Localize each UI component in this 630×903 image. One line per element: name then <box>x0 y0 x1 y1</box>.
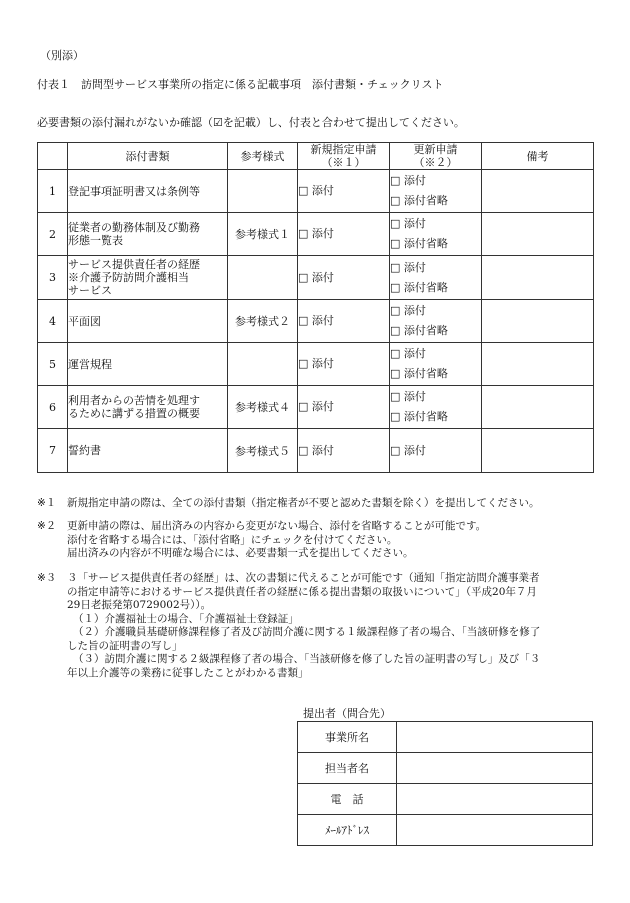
row-remarks[interactable] <box>482 429 594 473</box>
company-name-field[interactable] <box>397 722 593 753</box>
contact-row <box>298 815 593 846</box>
note-mark: ※２ <box>37 520 57 532</box>
contact-label: ﾒｰﾙｱﾄﾞﾚｽ <box>298 815 397 846</box>
note-line: （１）介護福祉士の場合、「介護福祉士登録証」 <box>73 612 299 625</box>
note-line: 新規指定申請の際は、全ての添付書類（指定権者が不要と認めた書類を除く）を提出してください。 <box>67 497 540 509</box>
contact-row <box>298 784 593 815</box>
note-line: した旨の証明書の写し」 <box>67 639 183 652</box>
contact-label: 事業所名 <box>298 722 397 753</box>
new-attach-checkbox[interactable]: □ 添付 <box>298 343 390 386</box>
row-remarks[interactable] <box>482 170 594 213</box>
update-attach-checkbox[interactable]: □ 添付 <box>390 304 426 317</box>
table-row <box>38 300 594 343</box>
row-number: 7 <box>38 429 68 473</box>
new-attach-checkbox[interactable]: □ 添付 <box>298 170 390 213</box>
doc-line: 登記事項証明書又は条例等 <box>68 184 200 198</box>
header-new <box>298 143 390 170</box>
header-update-line2: （※２） <box>413 156 458 169</box>
table-header-row <box>38 143 594 170</box>
update-omit-checkbox[interactable]: □ 添付省略 <box>390 280 448 294</box>
checklist-table <box>37 142 594 473</box>
new-attach-checkbox[interactable]: □ 添付 <box>298 386 390 429</box>
update-options <box>390 429 482 473</box>
row-remarks[interactable] <box>482 386 594 429</box>
doc-line: 従業者の勤務体制及び勤務 <box>68 221 200 234</box>
update-attach-checkbox[interactable]: □ 添付 <box>390 217 426 230</box>
table-row <box>38 213 594 256</box>
doc-line: 運営規程 <box>68 357 112 371</box>
row-number: 4 <box>38 300 68 343</box>
row-number: 3 <box>38 256 68 300</box>
phone-field[interactable] <box>397 784 593 815</box>
header-new-line1: 新規指定申請 <box>310 143 377 156</box>
update-options <box>390 300 482 343</box>
update-attach-checkbox[interactable]: □ 添付 <box>390 443 426 457</box>
update-options <box>390 343 482 386</box>
row-reference: 参考様式２ <box>228 300 298 343</box>
doc-line: 形態一覧表 <box>68 234 123 247</box>
row-reference: 参考様式４ <box>228 386 298 429</box>
header-doc: 添付書類 <box>68 143 228 170</box>
row-reference: 参考様式５ <box>228 429 298 473</box>
header-new-line2: （※１） <box>321 156 366 169</box>
row-document <box>68 256 228 300</box>
row-reference: 参考様式１ <box>228 213 298 256</box>
note-line: 29日老振発第0729002号））。 <box>67 599 212 611</box>
row-number: 1 <box>38 170 68 213</box>
row-document <box>68 213 228 256</box>
update-options <box>390 386 482 429</box>
note-line: 年以上介護等の業務に従事したことがわかる書類」 <box>67 666 309 679</box>
note-line: 更新申請の際は、届出済みの内容から変更がない場合、添付を省略することが可能です。 <box>67 520 487 532</box>
doc-line: 利用者からの苦情を処理す <box>68 394 200 407</box>
table-row <box>38 429 594 473</box>
row-reference <box>228 170 298 213</box>
header-update <box>390 143 482 170</box>
update-attach-checkbox[interactable]: □ 添付 <box>390 390 426 403</box>
update-attach-checkbox[interactable]: □ 添付 <box>390 174 426 187</box>
update-omit-checkbox[interactable]: □ 添付省略 <box>390 324 448 337</box>
row-reference <box>228 343 298 386</box>
row-remarks[interactable] <box>482 300 594 343</box>
new-attach-checkbox[interactable]: □ 添付 <box>298 429 390 473</box>
contact-table <box>297 721 593 846</box>
contact-person-field[interactable] <box>397 753 593 784</box>
doc-line: 平面図 <box>68 314 101 328</box>
contact-row <box>298 753 593 784</box>
note-line: （２）介護職員基礎研修課程修了者及び訪問介護に関する１級課程修了者の場合、「当該研修を修了 <box>73 626 541 638</box>
update-omit-checkbox[interactable]: □ 添付省略 <box>390 194 448 207</box>
row-document <box>68 300 228 343</box>
instruction-text: 必要書類の添付漏れがないか確認（☑を記載）し、付表と合わせて提出してください。 <box>37 116 465 129</box>
note-line: 添付を省略する場合には、「添付省略」にチェックを付けてください。 <box>67 533 398 546</box>
header-remarks: 備考 <box>482 143 594 170</box>
new-attach-checkbox[interactable]: □ 添付 <box>298 256 390 300</box>
row-document <box>68 386 228 429</box>
update-options <box>390 170 482 213</box>
row-document <box>68 429 228 473</box>
doc-line: 誓約書 <box>68 444 101 457</box>
row-number: 5 <box>38 343 68 386</box>
table-row <box>38 170 594 213</box>
row-remarks[interactable] <box>482 343 594 386</box>
new-attach-checkbox[interactable]: □ 添付 <box>298 300 390 343</box>
note-line: ３「サービス提供責任者の経歴」は、次の書類に代えることが可能です（通知「指定訪問介護事業者 <box>67 572 540 584</box>
header-update-line1: 更新申請 <box>413 143 458 156</box>
new-attach-checkbox[interactable]: □ 添付 <box>298 213 390 256</box>
doc-line: ※介護予防訪問介護相当 <box>68 271 189 284</box>
update-omit-checkbox[interactable]: □ 添付省略 <box>390 410 448 423</box>
header-ref: 参考様式 <box>228 143 298 170</box>
contact-label: 担当者名 <box>298 753 397 784</box>
update-options <box>390 256 482 300</box>
doc-line: サービス提供責任者の経歴 <box>68 258 200 271</box>
note-line: の指定申請等におけるサービス提供責任者の経歴に係る提出書類の取扱いについて」（平成20年７月 <box>67 585 537 598</box>
update-attach-checkbox[interactable]: □ 添付 <box>390 347 426 360</box>
update-omit-checkbox[interactable]: □ 添付省略 <box>390 237 448 250</box>
doc-line: サービス <box>68 284 112 297</box>
note-line: 届出済みの内容が不明確な場合には、必要書類一式を提出してください。 <box>67 547 414 559</box>
contact-label: 電 話 <box>298 784 397 815</box>
update-options <box>390 213 482 256</box>
page-title: 付表１ 訪問型サービス事業所の指定に係る記載事項 添付書類・チェックリスト <box>37 78 444 91</box>
header-no <box>38 143 68 170</box>
row-document <box>68 170 228 213</box>
update-attach-checkbox[interactable]: □ 添付 <box>390 260 426 274</box>
contact-title: 提出者（問合先） <box>303 707 391 720</box>
email-field[interactable] <box>397 815 593 846</box>
row-remarks[interactable] <box>482 213 594 256</box>
note-mark: ※１ <box>37 497 57 509</box>
table-row <box>38 343 594 386</box>
row-document <box>68 343 228 386</box>
table-row <box>38 256 594 300</box>
row-number: 6 <box>38 386 68 429</box>
table-row <box>38 386 594 429</box>
update-omit-checkbox[interactable]: □ 添付省略 <box>390 367 448 380</box>
doc-line: るために講ずる措置の概要 <box>68 407 200 420</box>
note-line: （３）訪問介護に関する２級課程修了者の場合、「当該研修を修了した旨の証明書の写し」及び「３ <box>73 653 541 665</box>
row-reference <box>228 256 298 300</box>
contact-row <box>298 722 593 753</box>
row-remarks[interactable] <box>482 256 594 300</box>
note-mark: ※３ <box>37 572 57 584</box>
row-number: 2 <box>38 213 68 256</box>
attachment-label: （別添） <box>40 49 84 62</box>
